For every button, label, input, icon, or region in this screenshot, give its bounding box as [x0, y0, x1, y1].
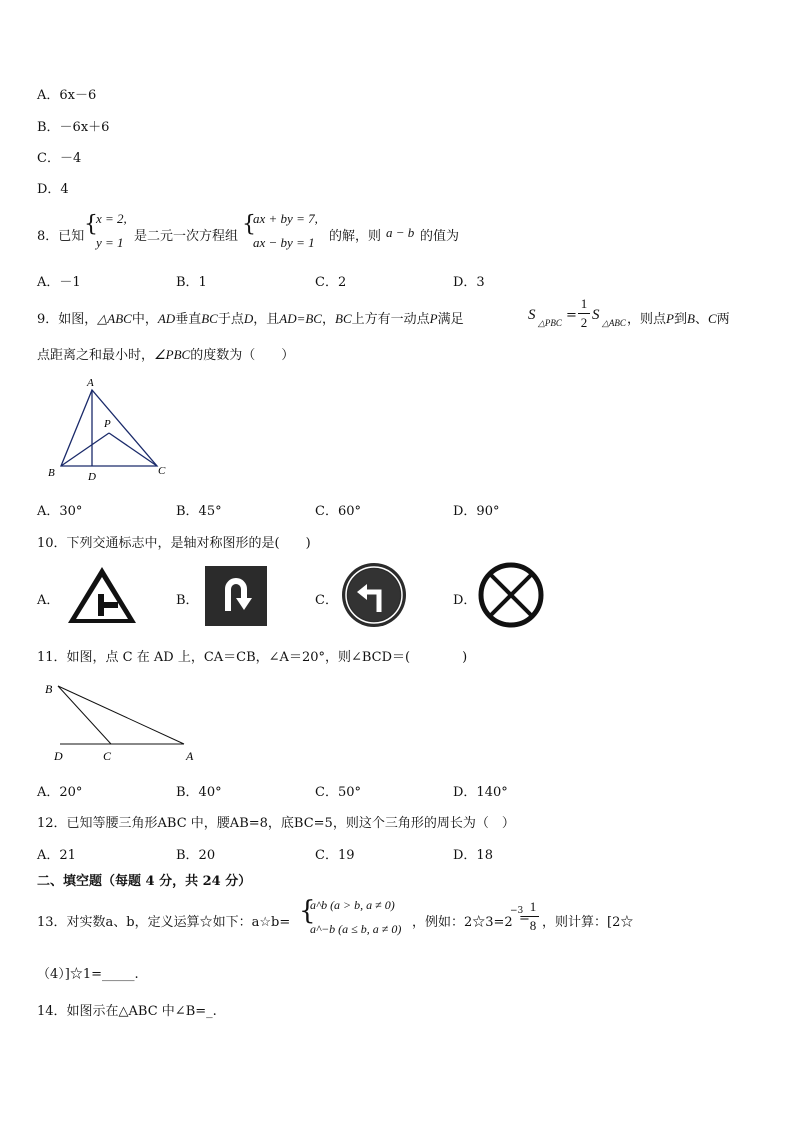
q13-exponent: −3: [510, 906, 524, 916]
q11-option-c: C．50°: [315, 785, 361, 800]
q13-case2: a^−b (a ≤ b, a ≠ 0): [310, 922, 402, 936]
q8-expr: a − b: [386, 225, 415, 240]
q13-suffix: ，则计算：[2☆: [542, 915, 634, 930]
q9-bc: BC: [201, 311, 218, 326]
q9-text: 满足: [437, 312, 464, 327]
q11-figure: [44, 678, 204, 768]
q9-text: 于点: [217, 312, 244, 327]
q8-option-c: C．2: [315, 275, 347, 290]
q8-option-d: D．3: [453, 275, 485, 290]
q9-text: 点距离之和最小时，: [37, 348, 155, 363]
q13-brace: {: [299, 896, 316, 926]
q9-line1-end: [627, 308, 730, 327]
q7-option-b: B．－6x＋6: [37, 120, 110, 135]
q8-suffix-b: 的值为: [420, 229, 460, 244]
q9-frac-bar: [578, 313, 590, 314]
q9-bc: BC: [335, 311, 352, 326]
q9-s-pbc: S: [528, 307, 536, 323]
no-stopping-icon: [477, 562, 545, 628]
q8-brace-1: {: [84, 212, 98, 237]
q9-equals: =: [566, 308, 577, 323]
q9-text: 、: [694, 312, 708, 327]
q10-option-d: D．: [453, 593, 477, 608]
q12-option-c: C．19: [315, 848, 355, 863]
q7-option-d: D．4: [37, 182, 69, 197]
left-turn-icon: [341, 562, 407, 628]
q9-label-p: P: [104, 418, 111, 430]
q10-option-c: C．: [315, 593, 338, 608]
q9-ad: AD: [157, 311, 176, 326]
q9-triangle: △ABC: [97, 311, 132, 326]
q9-figure: [44, 372, 174, 484]
q9-text: 垂直: [175, 312, 202, 327]
q13-mid: ，例如：2☆3=2: [412, 915, 513, 930]
q9-s-abc: S: [592, 307, 600, 323]
q11-label-a: A: [186, 749, 194, 763]
q11-label-d: D: [54, 749, 63, 763]
q13-line2: （4）]☆1=_____.: [37, 967, 139, 982]
q10-stem: 10．下列交通标志中，是轴对称图形的是( ): [37, 536, 311, 551]
q8-sys1-line1: x = 2,: [96, 211, 127, 226]
q8-mid: 是二元一次方程组: [134, 229, 239, 244]
q8-suffix-a: 的解，则: [329, 229, 382, 244]
q13-frac-num: 1: [529, 899, 537, 914]
q13-frac-bar: [527, 916, 539, 917]
q7-option-a: A．6x－6: [37, 88, 97, 103]
q8-sys2-line2: ax − by = 1: [253, 235, 315, 250]
q11-option-a: A．20°: [37, 785, 83, 800]
q11-label-c: C: [103, 749, 112, 763]
q9-angle: ∠PBC: [154, 347, 191, 362]
q12-option-d: D．18: [453, 848, 493, 863]
q9-text: 两: [716, 312, 730, 327]
q10-option-a: A．: [37, 593, 60, 608]
q9-option-d: D．90°: [453, 504, 500, 519]
q8-option-a: A．－1: [37, 275, 81, 290]
q7-option-c: C．－4: [37, 151, 82, 166]
q9-p: P: [666, 311, 674, 326]
q9-text: ，则点: [627, 312, 667, 327]
q13-prefix: 13．对实数a、b，定义运算☆如下：a☆b=: [37, 915, 291, 930]
q9-d: D: [243, 311, 254, 326]
q9-text: 中，: [131, 312, 158, 327]
q13-case1: a^b (a > b, a ≠ 0): [310, 898, 395, 912]
q8-brace-2: {: [242, 212, 256, 237]
q13-eq: =: [519, 911, 530, 926]
u-turn-icon: [204, 565, 268, 627]
t-junction-warning-icon: [66, 564, 138, 626]
q9-text: 上方有一动点: [351, 312, 430, 327]
q9-p: P: [429, 311, 438, 326]
q9-c: C: [707, 311, 717, 326]
q8-sys1-line2: y = 1: [96, 235, 124, 250]
q9-option-a: A．30°: [37, 504, 83, 519]
q11-stem: 11．如图，点 C 在 AD 上，CA＝CB，∠A＝20°，则∠BCD＝( ): [37, 650, 468, 665]
q9-frac-num: 1: [580, 296, 588, 311]
q9-label-b: B: [48, 467, 55, 479]
q9-text: 9．如图，: [37, 312, 98, 327]
q9-line1: [37, 308, 464, 327]
q12-option-b: B．20: [176, 848, 216, 863]
q9-label-d: D: [88, 471, 96, 483]
q12-stem: 12．已知等腰三角形ABC 中，腰AB=8，底BC=5，则这个三角形的周长为（ ）: [37, 816, 515, 831]
q9-text: 到: [673, 312, 687, 327]
q9-b: B: [686, 311, 695, 326]
q9-text: ，且: [253, 312, 280, 327]
q9-text: 的度数为（ ）: [190, 348, 295, 363]
q9-line2: [37, 344, 294, 363]
q11-label-b: B: [45, 682, 53, 696]
q9-option-b: B．45°: [176, 504, 222, 519]
q9-text: ，: [321, 312, 335, 327]
q8-prefix: 8．已知: [37, 229, 85, 244]
q13-fraction: [527, 899, 539, 934]
q14-stem: 14．如图示在△ABC 中∠B=_.: [37, 1004, 217, 1019]
q11-segment-ba: [58, 686, 184, 744]
q10-option-b: B．: [176, 593, 199, 608]
q12-option-a: A．21: [37, 848, 76, 863]
q9-option-c: C．60°: [315, 504, 361, 519]
q11-option-d: D．140°: [453, 785, 508, 800]
q9-eq: AD=BC: [279, 311, 322, 326]
q9-s-abc-sub: △ABC: [602, 318, 626, 328]
q9-label-a: A: [87, 377, 94, 389]
q9-fraction: [578, 296, 590, 331]
q9-frac-den: 2: [580, 315, 588, 330]
q9-label-c: C: [158, 465, 166, 477]
q8-sys2-line1: ax + by = 7,: [253, 211, 318, 226]
q11-option-b: B．40°: [176, 785, 222, 800]
q11-segment-bc: [58, 686, 111, 744]
q8-option-b: B．1: [176, 275, 207, 290]
section-2-title: 二、填空题（每题 4 分，共 24 分）: [37, 874, 252, 889]
q13-frac-den: 8: [529, 918, 537, 933]
q9-s-pbc-sub: △PBC: [538, 318, 562, 328]
